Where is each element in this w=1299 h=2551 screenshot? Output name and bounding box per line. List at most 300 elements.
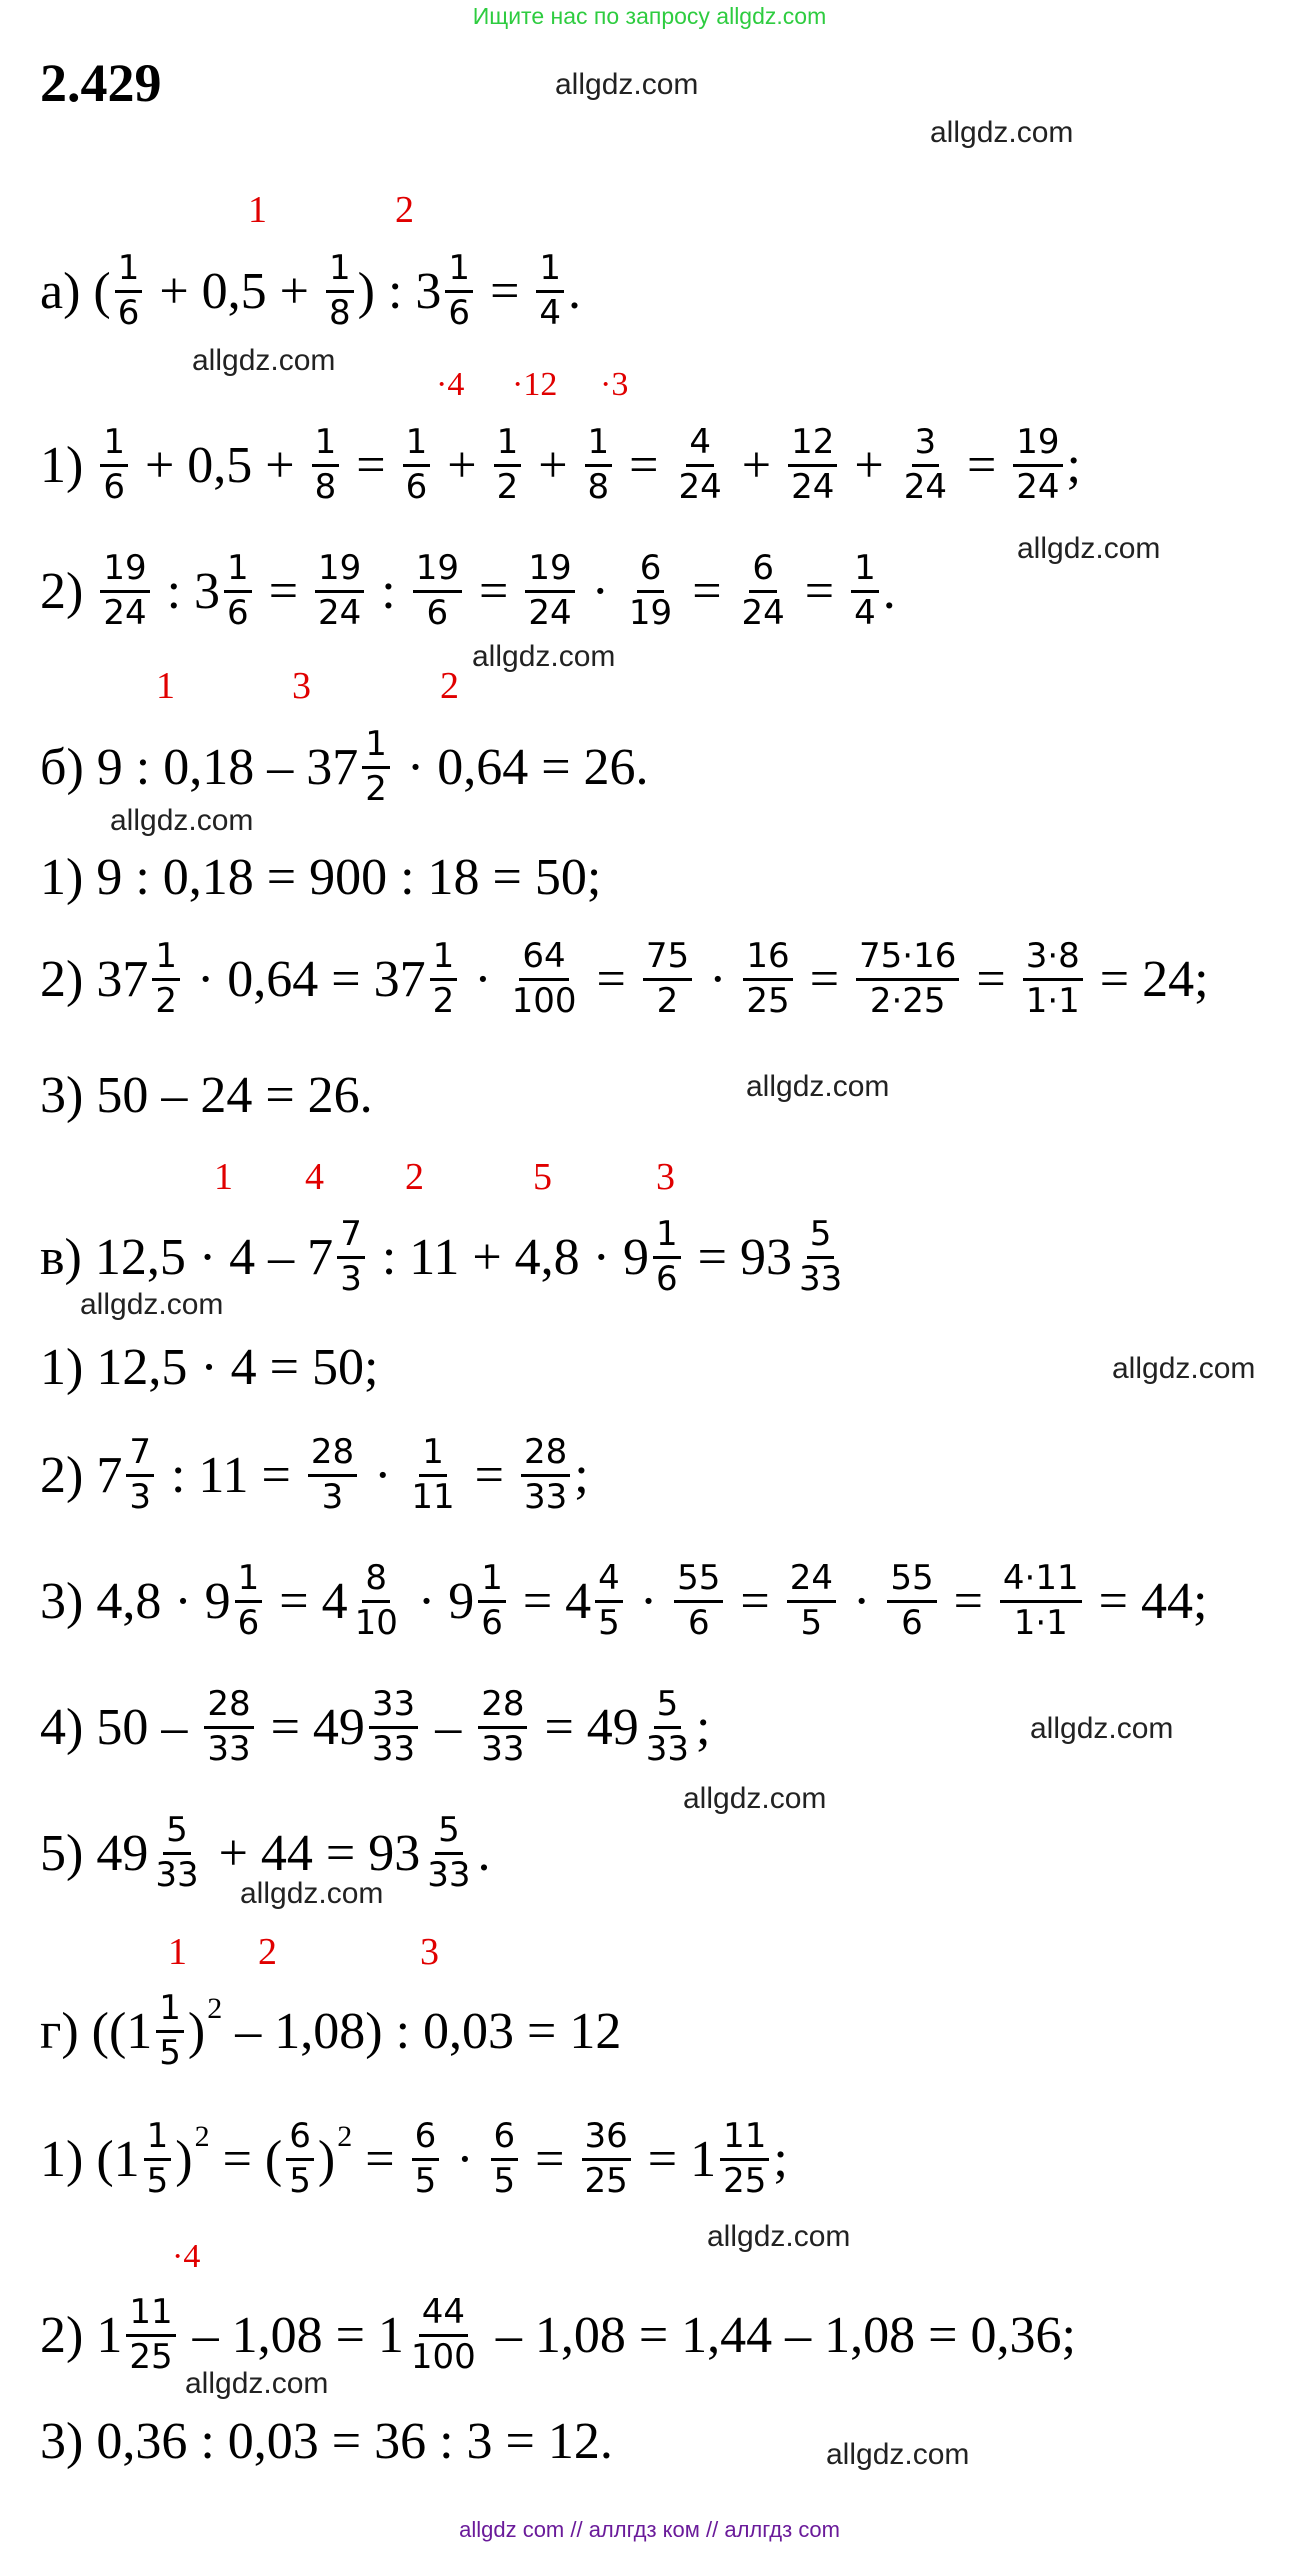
math-text: – 1,08 = 1	[179, 2306, 404, 2364]
denominator: 3	[340, 1258, 362, 1299]
numerator: 19	[525, 550, 574, 592]
math-text: =	[461, 1446, 517, 1504]
numerator: 5	[435, 1812, 463, 1854]
watermark: allgdz.com	[1112, 1352, 1256, 1385]
part-b-step-3	[40, 1040, 373, 1150]
numerator: 28	[308, 1434, 357, 1476]
part-a-step-2	[40, 536, 896, 646]
math-text: ·	[696, 950, 740, 1008]
math-text: : 3	[153, 562, 221, 620]
fraction	[224, 550, 252, 632]
math-text: = 44;	[1085, 1572, 1208, 1630]
math-text: + 44 = 93	[205, 1824, 421, 1882]
denominator: 6	[426, 592, 449, 633]
math-text: –	[422, 1698, 475, 1756]
order-mark: 1	[168, 1931, 187, 1973]
denominator: 24	[528, 592, 572, 633]
fraction	[536, 250, 564, 332]
numerator: 1	[403, 424, 431, 466]
fraction	[403, 424, 431, 506]
fraction	[286, 2118, 314, 2200]
fraction	[100, 550, 149, 632]
fraction	[739, 550, 788, 632]
numerator: 28	[204, 1686, 253, 1728]
part-v-step-3	[40, 1546, 1207, 1656]
part-g-step-1	[40, 2104, 788, 2214]
math-text: 4) 50 –	[40, 1698, 201, 1756]
fraction	[312, 424, 340, 506]
math-text: = (	[209, 2130, 283, 2188]
exponent: 2	[337, 2120, 353, 2153]
numerator: 6	[412, 2118, 440, 2160]
math-text: +	[841, 436, 897, 494]
fraction	[676, 424, 725, 506]
numerator: 1	[115, 250, 143, 292]
numerator: 64	[519, 938, 568, 980]
fraction	[152, 1812, 201, 1894]
denominator: 5	[800, 1602, 823, 1643]
math-text: + 0,5 +	[131, 436, 308, 494]
math-text: =	[616, 436, 672, 494]
math-text: ·	[626, 1572, 671, 1630]
math-text: ;	[574, 1446, 589, 1504]
numerator: 6	[749, 550, 777, 592]
denominator: 33	[371, 1728, 416, 1769]
math-text: = 1	[634, 2130, 717, 2188]
numerator: 1	[156, 1990, 184, 2032]
fraction	[424, 1812, 473, 1894]
math-text: =	[522, 2130, 578, 2188]
numerator: 24	[787, 1560, 836, 1602]
math-text: ·	[578, 562, 622, 620]
fraction	[152, 938, 180, 1020]
denominator: 6	[901, 1602, 923, 1643]
math-text: + 0,5 +	[146, 262, 323, 320]
order-mark: 1	[156, 665, 175, 707]
math-text: 5) 49	[40, 1824, 149, 1882]
numerator: 1	[144, 2118, 172, 2160]
denominator: 5	[146, 2160, 169, 2201]
watermark: allgdz.com	[192, 344, 336, 377]
order-mark: 1	[248, 189, 267, 231]
fraction	[521, 1434, 570, 1516]
numerator: 5	[654, 1686, 682, 1728]
watermark: allgdz.com	[1030, 1712, 1174, 1745]
numerator: 1	[653, 1216, 681, 1258]
part-a-expression	[40, 236, 581, 346]
numerator: 1	[445, 250, 473, 292]
math-text: ;	[773, 2130, 788, 2188]
part-g-step-2	[40, 2280, 1076, 2390]
math-text: =	[727, 1572, 783, 1630]
math-text: .	[882, 562, 896, 620]
order-mark: 5	[533, 1156, 552, 1198]
numerator: 3·8	[1023, 938, 1083, 980]
denominator: 8	[314, 466, 337, 507]
denominator: 10	[354, 1602, 398, 1643]
math-text: – 1,08 = 1,44 – 1,08 = 0,36;	[482, 2306, 1076, 2364]
math-text: · 0,64 = 37	[183, 950, 426, 1008]
exponent: 2	[194, 2120, 210, 2153]
fraction	[509, 938, 580, 1020]
numerator: 7	[126, 1434, 154, 1476]
denominator: 25	[584, 2160, 628, 2201]
fraction	[478, 1686, 527, 1768]
numerator: 3	[912, 424, 940, 466]
fraction	[126, 2294, 175, 2376]
denominator: 33	[207, 1728, 251, 1769]
denominator: 3	[321, 1476, 344, 1517]
math-text: а) (	[40, 262, 111, 320]
fraction	[115, 250, 143, 332]
fraction	[788, 424, 837, 506]
watermark: allgdz.com	[930, 116, 1074, 149]
denominator: 24	[103, 592, 147, 633]
denominator: 5	[159, 2032, 181, 2073]
denominator: 6	[227, 592, 249, 633]
math-text: = 49	[257, 1698, 365, 1756]
denominator: 1·1	[1013, 1602, 1068, 1643]
numerator: 36	[582, 2118, 631, 2160]
part-g-step-3	[40, 2386, 613, 2496]
numerator: 19	[315, 550, 364, 592]
math-text: г) ((1	[40, 2002, 153, 2060]
order-mark: 2	[440, 665, 459, 707]
watermark: allgdz.com	[826, 2438, 970, 2471]
fraction	[430, 938, 458, 1020]
numerator: 33	[369, 1686, 418, 1728]
numerator: 19	[1013, 424, 1062, 466]
fraction	[1000, 1560, 1082, 1642]
part-v-step-2	[40, 1420, 589, 1530]
numerator: 6	[286, 2118, 314, 2160]
math-text: ·	[840, 1572, 884, 1630]
numerator: 1	[312, 424, 340, 466]
denominator: 2	[365, 768, 387, 809]
math-text: 1) (1	[40, 2130, 140, 2188]
numerator: 1	[326, 250, 354, 292]
denominator: 2	[496, 466, 519, 507]
numerator: 44	[419, 2294, 468, 2336]
fraction	[643, 938, 692, 1020]
fraction	[491, 2118, 519, 2200]
numerator: 55	[887, 1560, 936, 1602]
fraction	[362, 726, 390, 808]
math-text: б) 9 : 0,18 – 37	[40, 738, 359, 796]
fraction	[100, 424, 128, 506]
order-mark: 1	[214, 1156, 233, 1198]
watermark: allgdz.com	[707, 2220, 851, 2253]
denominator: 24	[791, 466, 835, 507]
numerator: 1	[419, 1434, 447, 1476]
fraction	[901, 424, 950, 506]
math-text: ;	[696, 1698, 711, 1756]
denominator: 25	[746, 980, 790, 1021]
numerator: 1	[362, 726, 390, 768]
math-text: .	[568, 262, 582, 320]
fraction	[887, 1560, 936, 1642]
order-mark: 2	[258, 1931, 277, 1973]
denominator: 3	[129, 1476, 151, 1517]
fraction	[856, 938, 959, 1020]
math-text: =	[477, 262, 533, 320]
numerator: 1	[235, 1560, 263, 1602]
math-text: 1)	[40, 436, 97, 494]
denominator: 6	[103, 466, 125, 507]
denominator: 24	[741, 592, 785, 633]
footer-links[interactable]: allgdz com // аллгдз ком // аллгдз com	[459, 2517, 840, 2542]
math-text: =	[343, 436, 399, 494]
watermark: allgdz.com	[1017, 532, 1161, 565]
math-text: ·	[361, 1446, 405, 1504]
denominator: 24	[903, 466, 947, 507]
fraction	[1023, 938, 1083, 1020]
denominator: 5	[598, 1602, 620, 1643]
fraction	[144, 2118, 172, 2200]
math-text: )	[187, 2002, 206, 2060]
numerator: 4	[686, 424, 714, 466]
fraction	[653, 1216, 681, 1298]
math-text: = 4	[509, 1572, 592, 1630]
fraction	[412, 2118, 440, 2200]
math-text: =	[963, 950, 1019, 1008]
denominator: 2·25	[869, 980, 946, 1021]
math-text: = 93	[684, 1228, 792, 1286]
denominator: 1·1	[1025, 980, 1080, 1021]
denominator: 100	[511, 980, 577, 1021]
fraction	[315, 550, 364, 632]
math-text: +	[525, 436, 581, 494]
math-text: )	[175, 2130, 193, 2188]
fraction	[326, 250, 354, 332]
denominator: 11	[411, 1476, 455, 1517]
math-text: )	[317, 2130, 336, 2188]
fraction	[595, 1560, 623, 1642]
numerator: 19	[100, 550, 149, 592]
part-v-step-5	[40, 1798, 491, 1908]
problem-number: 2.429	[40, 53, 162, 113]
multiplier-mark: ·12	[512, 366, 558, 403]
exponent: 2	[207, 1992, 223, 2025]
fraction	[787, 1560, 836, 1642]
numerator: 1	[536, 250, 564, 292]
numerator: 6	[491, 2118, 519, 2160]
numerator: 6	[637, 550, 665, 592]
watermark: allgdz.com	[555, 68, 699, 101]
math-text: = 4	[266, 1572, 348, 1630]
denominator: 2	[432, 980, 455, 1021]
denominator: 24	[1016, 466, 1060, 507]
numerator: 75·16	[856, 938, 959, 980]
denominator: 6	[448, 292, 471, 333]
numerator: 5	[163, 1812, 191, 1854]
fraction	[720, 2118, 769, 2200]
math-text: ) : 3	[357, 262, 442, 320]
fraction	[369, 1686, 418, 1768]
denominator: 5	[289, 2160, 311, 2201]
math-text: – 1,08) : 0,03 = 12	[222, 2002, 622, 2060]
order-mark: 2	[405, 1156, 424, 1198]
denominator: 2	[155, 980, 177, 1021]
part-b-expression	[40, 712, 649, 822]
math-text: +	[728, 436, 785, 494]
fraction	[643, 1686, 692, 1768]
order-mark: 3	[656, 1156, 675, 1198]
numerator: 5	[807, 1216, 835, 1258]
math-text: .	[477, 1824, 491, 1882]
numerator: 75	[643, 938, 692, 980]
fraction	[204, 1686, 253, 1768]
denominator: 24	[678, 466, 722, 507]
numerator: 1	[100, 424, 128, 466]
math-text: =	[255, 562, 312, 620]
math-text: 2) 7	[40, 1446, 123, 1504]
fraction	[626, 550, 675, 632]
math-text: =	[940, 1572, 996, 1630]
numerator: 4	[595, 1560, 623, 1602]
math-text: =	[466, 562, 522, 620]
denominator: 33	[481, 1728, 525, 1769]
part-g-expression	[40, 1976, 621, 2086]
math-text: = 49	[531, 1698, 639, 1756]
numerator: 28	[478, 1686, 527, 1728]
math-text: 3) 0,36 : 0,03 = 36 : 3 = 12.	[40, 2412, 613, 2470]
denominator: 6	[117, 292, 140, 333]
fraction	[235, 1560, 263, 1642]
part-b-step-2	[40, 924, 1209, 1034]
fraction	[1013, 424, 1062, 506]
math-text: : 11 + 4,8 · 9	[368, 1228, 649, 1286]
denominator: 24	[318, 592, 362, 633]
math-text: =	[796, 950, 853, 1008]
math-text: =	[791, 562, 848, 620]
math-text: ·	[461, 950, 505, 1008]
numerator: 19	[413, 550, 462, 592]
denominator: 6	[481, 1602, 503, 1643]
math-text: · 0,64 = 26.	[393, 738, 649, 796]
math-text: : 11 =	[157, 1446, 304, 1504]
numerator: 11	[126, 2294, 175, 2336]
multiplier-mark: ·4	[172, 2238, 201, 2275]
part-v-step-4	[40, 1672, 711, 1782]
denominator: 33	[798, 1258, 843, 1299]
numerator: 1	[478, 1560, 506, 1602]
fraction	[308, 1434, 357, 1516]
denominator: 19	[628, 592, 673, 633]
denominator: 8	[587, 466, 610, 507]
fraction	[337, 1216, 365, 1298]
math-text: =	[679, 562, 735, 620]
fraction	[408, 2294, 479, 2376]
numerator: 1	[224, 550, 252, 592]
fraction	[525, 550, 574, 632]
denominator: 8	[329, 292, 351, 333]
fraction	[851, 550, 879, 632]
math-text: · 9	[404, 1572, 475, 1630]
watermark: allgdz.com	[746, 1070, 890, 1103]
denominator: 25	[723, 2160, 767, 2201]
numerator: 12	[788, 424, 837, 466]
math-text: 2)	[40, 562, 97, 620]
part-b-step-1	[40, 822, 601, 932]
watermark: allgdz.com	[110, 804, 254, 837]
fraction	[585, 424, 613, 506]
numerator: 55	[674, 1560, 723, 1602]
multiplier-mark: ·3	[600, 366, 629, 403]
numerator: 1	[851, 550, 879, 592]
fraction	[674, 1560, 723, 1642]
fraction	[156, 1990, 184, 2072]
fraction	[445, 250, 473, 332]
watermark: allgdz.com	[472, 640, 616, 673]
denominator: 6	[237, 1602, 260, 1643]
part-v-step-1	[40, 1312, 378, 1422]
math-text: 1) 9 : 0,18 = 900 : 18 = 50;	[40, 848, 602, 906]
denominator: 2	[656, 980, 679, 1021]
math-text: ;	[1066, 436, 1081, 494]
numerator: 1	[585, 424, 613, 466]
denominator: 33	[524, 1476, 568, 1517]
math-text: 3) 4,8 · 9	[40, 1572, 231, 1630]
denominator: 6	[656, 1258, 678, 1299]
denominator: 4	[854, 592, 876, 633]
fraction	[582, 2118, 631, 2200]
watermark: allgdz.com	[185, 2367, 329, 2400]
denominator: 33	[645, 1728, 690, 1769]
math-text: 3) 50 – 24 = 26.	[40, 1066, 373, 1124]
numerator: 11	[720, 2118, 769, 2160]
order-mark: 3	[292, 665, 311, 707]
math-text: =	[583, 950, 639, 1008]
math-text: = 24;	[1086, 950, 1209, 1008]
numerator: 1	[152, 938, 180, 980]
math-text: 2) 37	[40, 950, 149, 1008]
math-text: в) 12,5 · 4 – 7	[40, 1228, 334, 1286]
multiplier-mark: ·4	[436, 366, 465, 403]
fraction	[408, 1434, 457, 1516]
denominator: 5	[493, 2160, 516, 2201]
denominator: 5	[414, 2160, 437, 2201]
part-v-expression	[40, 1202, 849, 1312]
order-mark: 4	[305, 1156, 324, 1198]
numerator: 8	[362, 1560, 390, 1602]
numerator: 1	[430, 938, 458, 980]
math-text: +	[434, 436, 490, 494]
part-a-step-1	[40, 410, 1081, 520]
numerator: 4·11	[1000, 1560, 1082, 1602]
order-mark: 3	[420, 1931, 439, 1973]
math-text: :	[368, 562, 409, 620]
numerator: 16	[743, 938, 792, 980]
order-mark: 2	[395, 189, 414, 231]
top-banner[interactable]: Ищите нас по запросу allgdz.com	[472, 3, 827, 29]
fraction	[478, 1560, 506, 1642]
watermark: allgdz.com	[683, 1782, 827, 1815]
fraction	[494, 424, 522, 506]
denominator: 33	[155, 1854, 199, 1895]
denominator: 100	[410, 2336, 476, 2377]
denominator: 33	[427, 1854, 471, 1895]
denominator: 6	[687, 1602, 710, 1643]
fraction	[796, 1216, 845, 1298]
denominator: 6	[405, 466, 428, 507]
numerator: 1	[494, 424, 522, 466]
fraction	[743, 938, 792, 1020]
fraction	[126, 1434, 154, 1516]
math-text: =	[352, 2130, 408, 2188]
fraction	[413, 550, 462, 632]
denominator: 25	[129, 2336, 173, 2377]
